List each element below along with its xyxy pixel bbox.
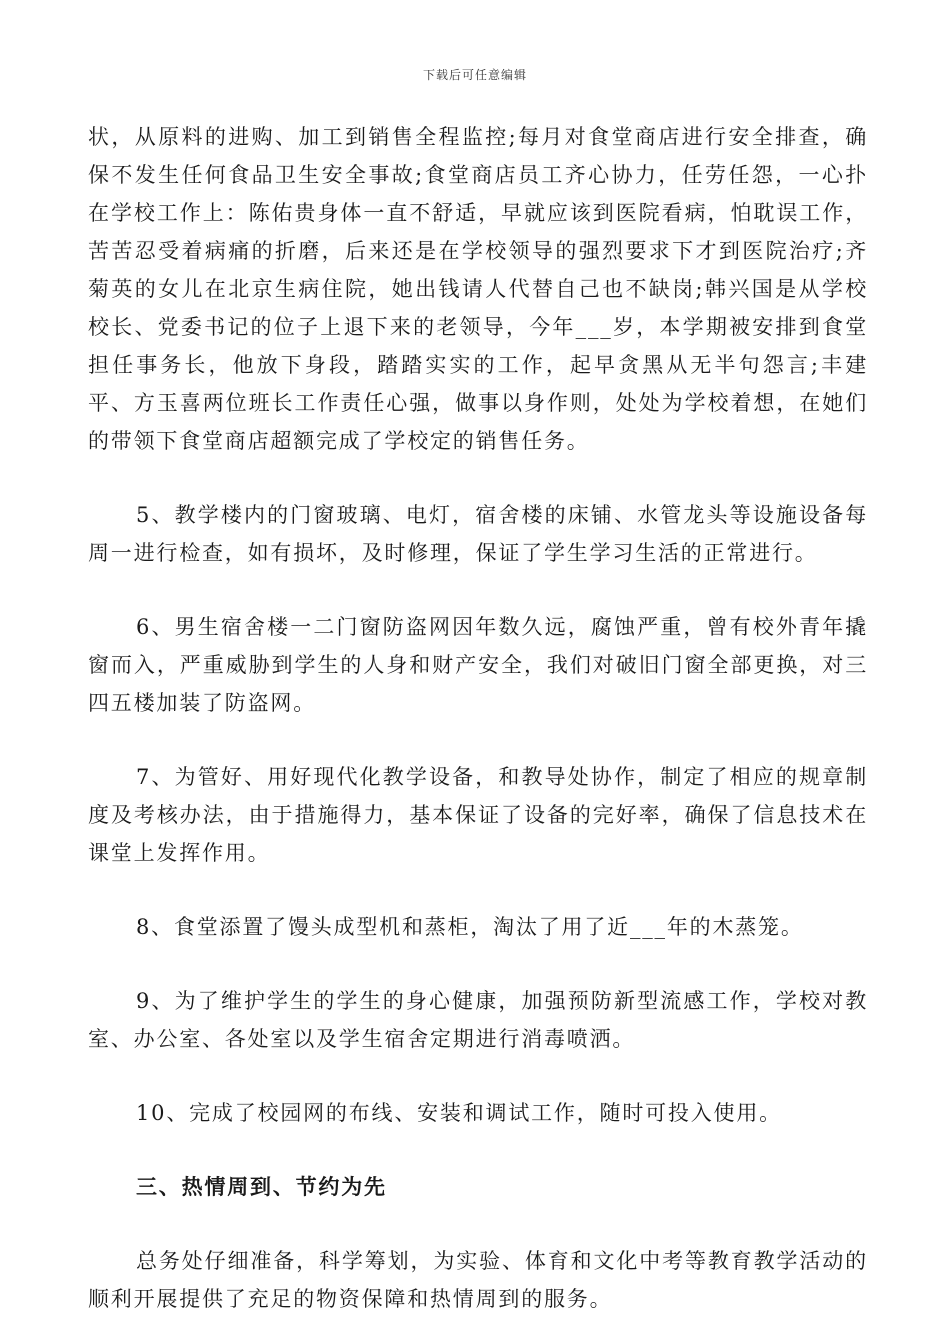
paragraph-final: 总务处仔细准备，科学筹划，为实验、体育和文化中考等教育教学活动的顺利开展提供了充足的物资保障和热情周到的服务。 (88, 1249, 868, 1311)
paragraph-canteen-staff: 状，从原料的进购、加工到销售全程监控;每月对食堂商店进行安全排查，确保不发生任何食品卫生安全事故;食堂商店员工齐心协力，任劳任怨，一心扑在学校工作上：陈佑贵身体一直不舒适，早就应该到医院看病，怕耽误工作，苦苦忍受着病痛的折磨，后来还是在学校领导的强烈要求下才到医院治疗;齐菊英的女儿在北京生病住院，她出钱请人代替自己也不缺岗;韩兴国是从学校校长、党委书记的位子上退下来的老领导，今年___岁，本学期被安排到食堂担任事务长，他放下身段，踏踏实实的工作，起早贪黑从无半句怨言;丰建平、方玉喜两位班长工作责任心强，做事以身作则，处处为学校着想，在她们的带领下食堂商店超额完成了学校定的销售任务。 (88, 125, 868, 453)
paragraph-item-6: 6、男生宿舍楼一二门窗防盗网因年数久远，腐蚀严重，曾有校外青年撬窗而入，严重威胁到学生的人身和财产安全，我们对破旧门窗全部更换，对三四五楼加装了防盗网。 (88, 615, 868, 715)
paragraph-item-5: 5、教学楼内的门窗玻璃、电灯，宿舍楼的床铺、水管龙头等设施设备每周一进行检查，如有损坏，及时修理，保证了学生学习生活的正常进行。 (88, 503, 868, 565)
paragraph-item-7: 7、为管好、用好现代化教学设备，和教导处协作，制定了相应的规章制度及考核办法，由于措施得力，基本保证了设备的完好率，确保了信息技术在课堂上发挥作用。 (88, 765, 868, 865)
paragraph-item-9: 9、为了维护学生的学生的身心健康，加强预防新型流感工作，学校对教室、办公室、各处室以及学生宿舍定期进行消毒喷洒。 (88, 989, 868, 1051)
page-header: 下载后可任意编辑 (422, 68, 527, 82)
paragraph-item-8: 8、食堂添置了馒头成型机和蒸柜，淘汰了用了近___年的木蒸笼。 (136, 915, 804, 939)
document-body (88, 118, 868, 1318)
paragraph-item-10: 10、完成了校园网的布线、安装和调试工作，随时可投入使用。 (136, 1101, 782, 1125)
section-heading: 三、热情周到、节约为先 (136, 1175, 387, 1199)
